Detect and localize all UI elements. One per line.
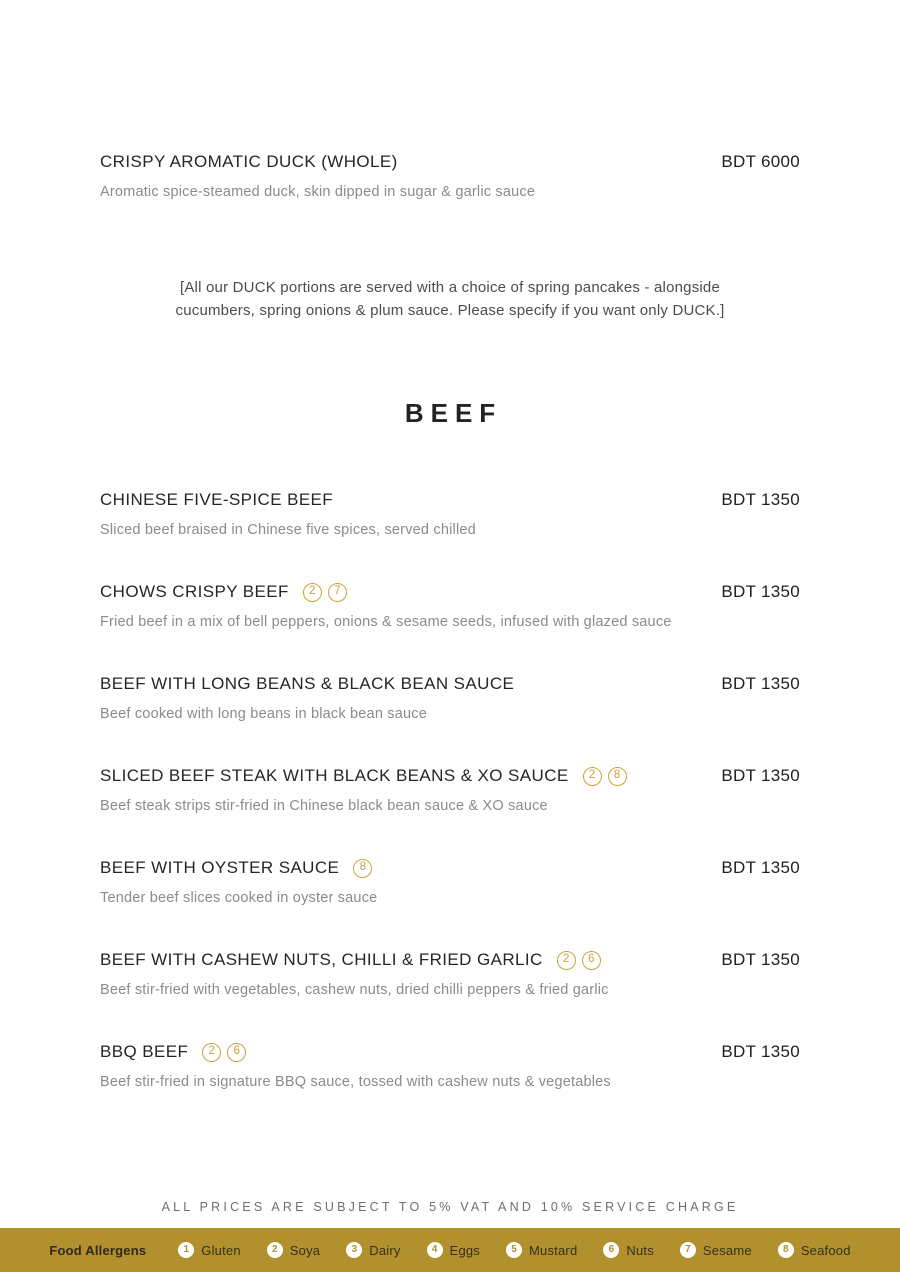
menu-item-row bbox=[100, 764, 800, 788]
menu-item-price: BDT 6000 bbox=[721, 152, 800, 171]
menu-item bbox=[100, 488, 800, 540]
menu-item-allergen-badges bbox=[353, 859, 372, 878]
menu-item-description: Fried beef in a mix of bell peppers, onions & sesame seeds, infused with glazed sauce bbox=[100, 614, 672, 630]
allergen-badge-icon: 8 bbox=[353, 859, 372, 878]
menu-item-row bbox=[100, 672, 800, 696]
menu-item-price: BDT 1350 bbox=[721, 490, 800, 509]
allergen-chip bbox=[603, 1242, 654, 1258]
menu-item-title bbox=[100, 150, 398, 174]
menu-item bbox=[100, 856, 800, 908]
menu-item-allergen-badges bbox=[583, 767, 627, 786]
menu-item-price: BDT 1350 bbox=[721, 950, 800, 969]
allergen-name: Nuts bbox=[626, 1242, 654, 1258]
menu-item-title bbox=[100, 672, 514, 696]
duck-note-line-1: [All our DUCK portions are served with a choice of spring pancakes - alongside bbox=[179, 279, 721, 296]
allergen-chip-list bbox=[178, 1242, 850, 1258]
menu-item bbox=[100, 948, 800, 1000]
allergen-name: Mustard bbox=[529, 1242, 578, 1258]
menu-item-name: CHINESE FIVE-SPICE BEEF bbox=[100, 490, 334, 509]
allergen-badge-icon: 8 bbox=[608, 767, 627, 786]
menu-item-title bbox=[100, 856, 372, 880]
menu-item-title bbox=[100, 580, 347, 604]
allergen-badge-icon: 2 bbox=[557, 951, 576, 970]
menu-item bbox=[100, 764, 800, 816]
menu-content bbox=[0, 150, 900, 1092]
menu-item bbox=[100, 1040, 800, 1092]
allergen-chip bbox=[778, 1242, 851, 1258]
menu-item-title bbox=[100, 948, 601, 972]
menu-item-description: Beef cooked with long beans in black bean sauce bbox=[100, 706, 428, 722]
menu-item-price: BDT 1350 bbox=[721, 766, 800, 785]
menu-item bbox=[100, 580, 800, 632]
menu-item-name: BEEF WITH CASHEW NUTS, CHILLI & FRIED GARLIC bbox=[100, 950, 543, 969]
allergen-name: Soya bbox=[289, 1242, 321, 1258]
allergen-legend-bar bbox=[0, 1228, 900, 1272]
allergen-number-icon: 2 bbox=[267, 1242, 283, 1258]
menu-item-name: CHOWS CRISPY BEEF bbox=[100, 582, 289, 601]
allergen-name: Dairy bbox=[369, 1242, 401, 1258]
duck-section bbox=[100, 150, 800, 202]
menu-item-description: Beef steak strips stir-fried in Chinese black bean sauce & XO sauce bbox=[100, 798, 548, 814]
allergen-number-icon: 1 bbox=[178, 1242, 194, 1258]
beef-section bbox=[100, 488, 800, 1092]
menu-item-allergen-badges bbox=[303, 583, 347, 602]
allergen-badge-icon: 6 bbox=[582, 951, 601, 970]
allergen-badge-icon: 2 bbox=[303, 583, 322, 602]
menu-item bbox=[100, 672, 800, 724]
menu-item-description: Tender beef slices cooked in oyster sauce bbox=[100, 890, 378, 906]
menu-item-price: BDT 1350 bbox=[721, 674, 800, 693]
menu-item-description: Beef stir-fried with vegetables, cashew nuts, dried chilli peppers & fried garlic bbox=[100, 982, 609, 998]
menu-item-name: SLICED BEEF STEAK WITH BLACK BEANS & XO SAUCE bbox=[100, 766, 569, 785]
menu-item-description: Beef stir-fried in signature BBQ sauce, tossed with cashew nuts & vegetables bbox=[100, 1074, 611, 1090]
allergen-badge-icon: 6 bbox=[227, 1043, 246, 1062]
allergen-name: Gluten bbox=[201, 1242, 241, 1258]
allergen-name: Sesame bbox=[702, 1242, 752, 1258]
menu-item-description: Sliced beef braised in Chinese five spices, served chilled bbox=[100, 522, 476, 538]
duck-note bbox=[120, 276, 780, 322]
menu-item-price: BDT 1350 bbox=[721, 582, 800, 601]
menu-item-title bbox=[100, 764, 627, 788]
allergen-chip bbox=[506, 1242, 577, 1258]
duck-note-line-2: cucumbers, spring onions & plum sauce. Please specify if you want only DUCK.] bbox=[175, 302, 725, 319]
menu-item-allergen-badges bbox=[557, 951, 601, 970]
allergen-name: Seafood bbox=[800, 1242, 851, 1258]
menu-item-description: Aromatic spice-steamed duck, skin dipped in sugar & garlic sauce bbox=[100, 184, 536, 200]
allergen-badge-icon: 2 bbox=[202, 1043, 221, 1062]
allergen-number-icon: 7 bbox=[680, 1242, 696, 1258]
allergen-badge-icon: 7 bbox=[328, 583, 347, 602]
menu-item-name: BEEF WITH OYSTER SAUCE bbox=[100, 858, 340, 877]
menu-item-row bbox=[100, 150, 800, 174]
allergen-chip bbox=[346, 1242, 400, 1258]
menu-item-title bbox=[100, 488, 333, 512]
allergen-bar-label: Food Allergens bbox=[49, 1242, 147, 1258]
menu-item-name: CRISPY AROMATIC DUCK (WHOLE) bbox=[100, 152, 398, 171]
allergen-number-icon: 8 bbox=[778, 1242, 794, 1258]
menu-item-row bbox=[100, 488, 800, 512]
menu-item-price: BDT 1350 bbox=[721, 858, 800, 877]
menu-item-title bbox=[100, 1040, 246, 1064]
menu-item-row bbox=[100, 1040, 800, 1064]
allergen-number-icon: 5 bbox=[506, 1242, 522, 1258]
allergen-badge-icon: 2 bbox=[583, 767, 602, 786]
allergen-chip bbox=[427, 1242, 480, 1258]
allergen-chip bbox=[680, 1242, 752, 1258]
menu-item bbox=[100, 150, 800, 202]
menu-item-row bbox=[100, 856, 800, 880]
menu-item-row bbox=[100, 948, 800, 972]
vat-service-note: ALL PRICES ARE SUBJECT TO 5% VAT AND 10% SERVICE CHARGE bbox=[161, 1200, 739, 1214]
menu-item-name: BBQ BEEF bbox=[100, 1042, 189, 1061]
allergen-number-icon: 6 bbox=[603, 1242, 619, 1258]
menu-item-name: BEEF WITH LONG BEANS & BLACK BEAN SAUCE bbox=[100, 674, 515, 693]
allergen-name: Eggs bbox=[449, 1242, 481, 1258]
allergen-number-icon: 3 bbox=[346, 1242, 362, 1258]
allergen-chip bbox=[178, 1242, 241, 1258]
allergen-chip bbox=[267, 1242, 320, 1258]
beef-section-heading: BEEF bbox=[404, 398, 503, 428]
menu-item-allergen-badges bbox=[202, 1043, 246, 1062]
menu-item-row bbox=[100, 580, 800, 604]
menu-item-price: BDT 1350 bbox=[721, 1042, 800, 1061]
allergen-number-icon: 4 bbox=[427, 1242, 443, 1258]
